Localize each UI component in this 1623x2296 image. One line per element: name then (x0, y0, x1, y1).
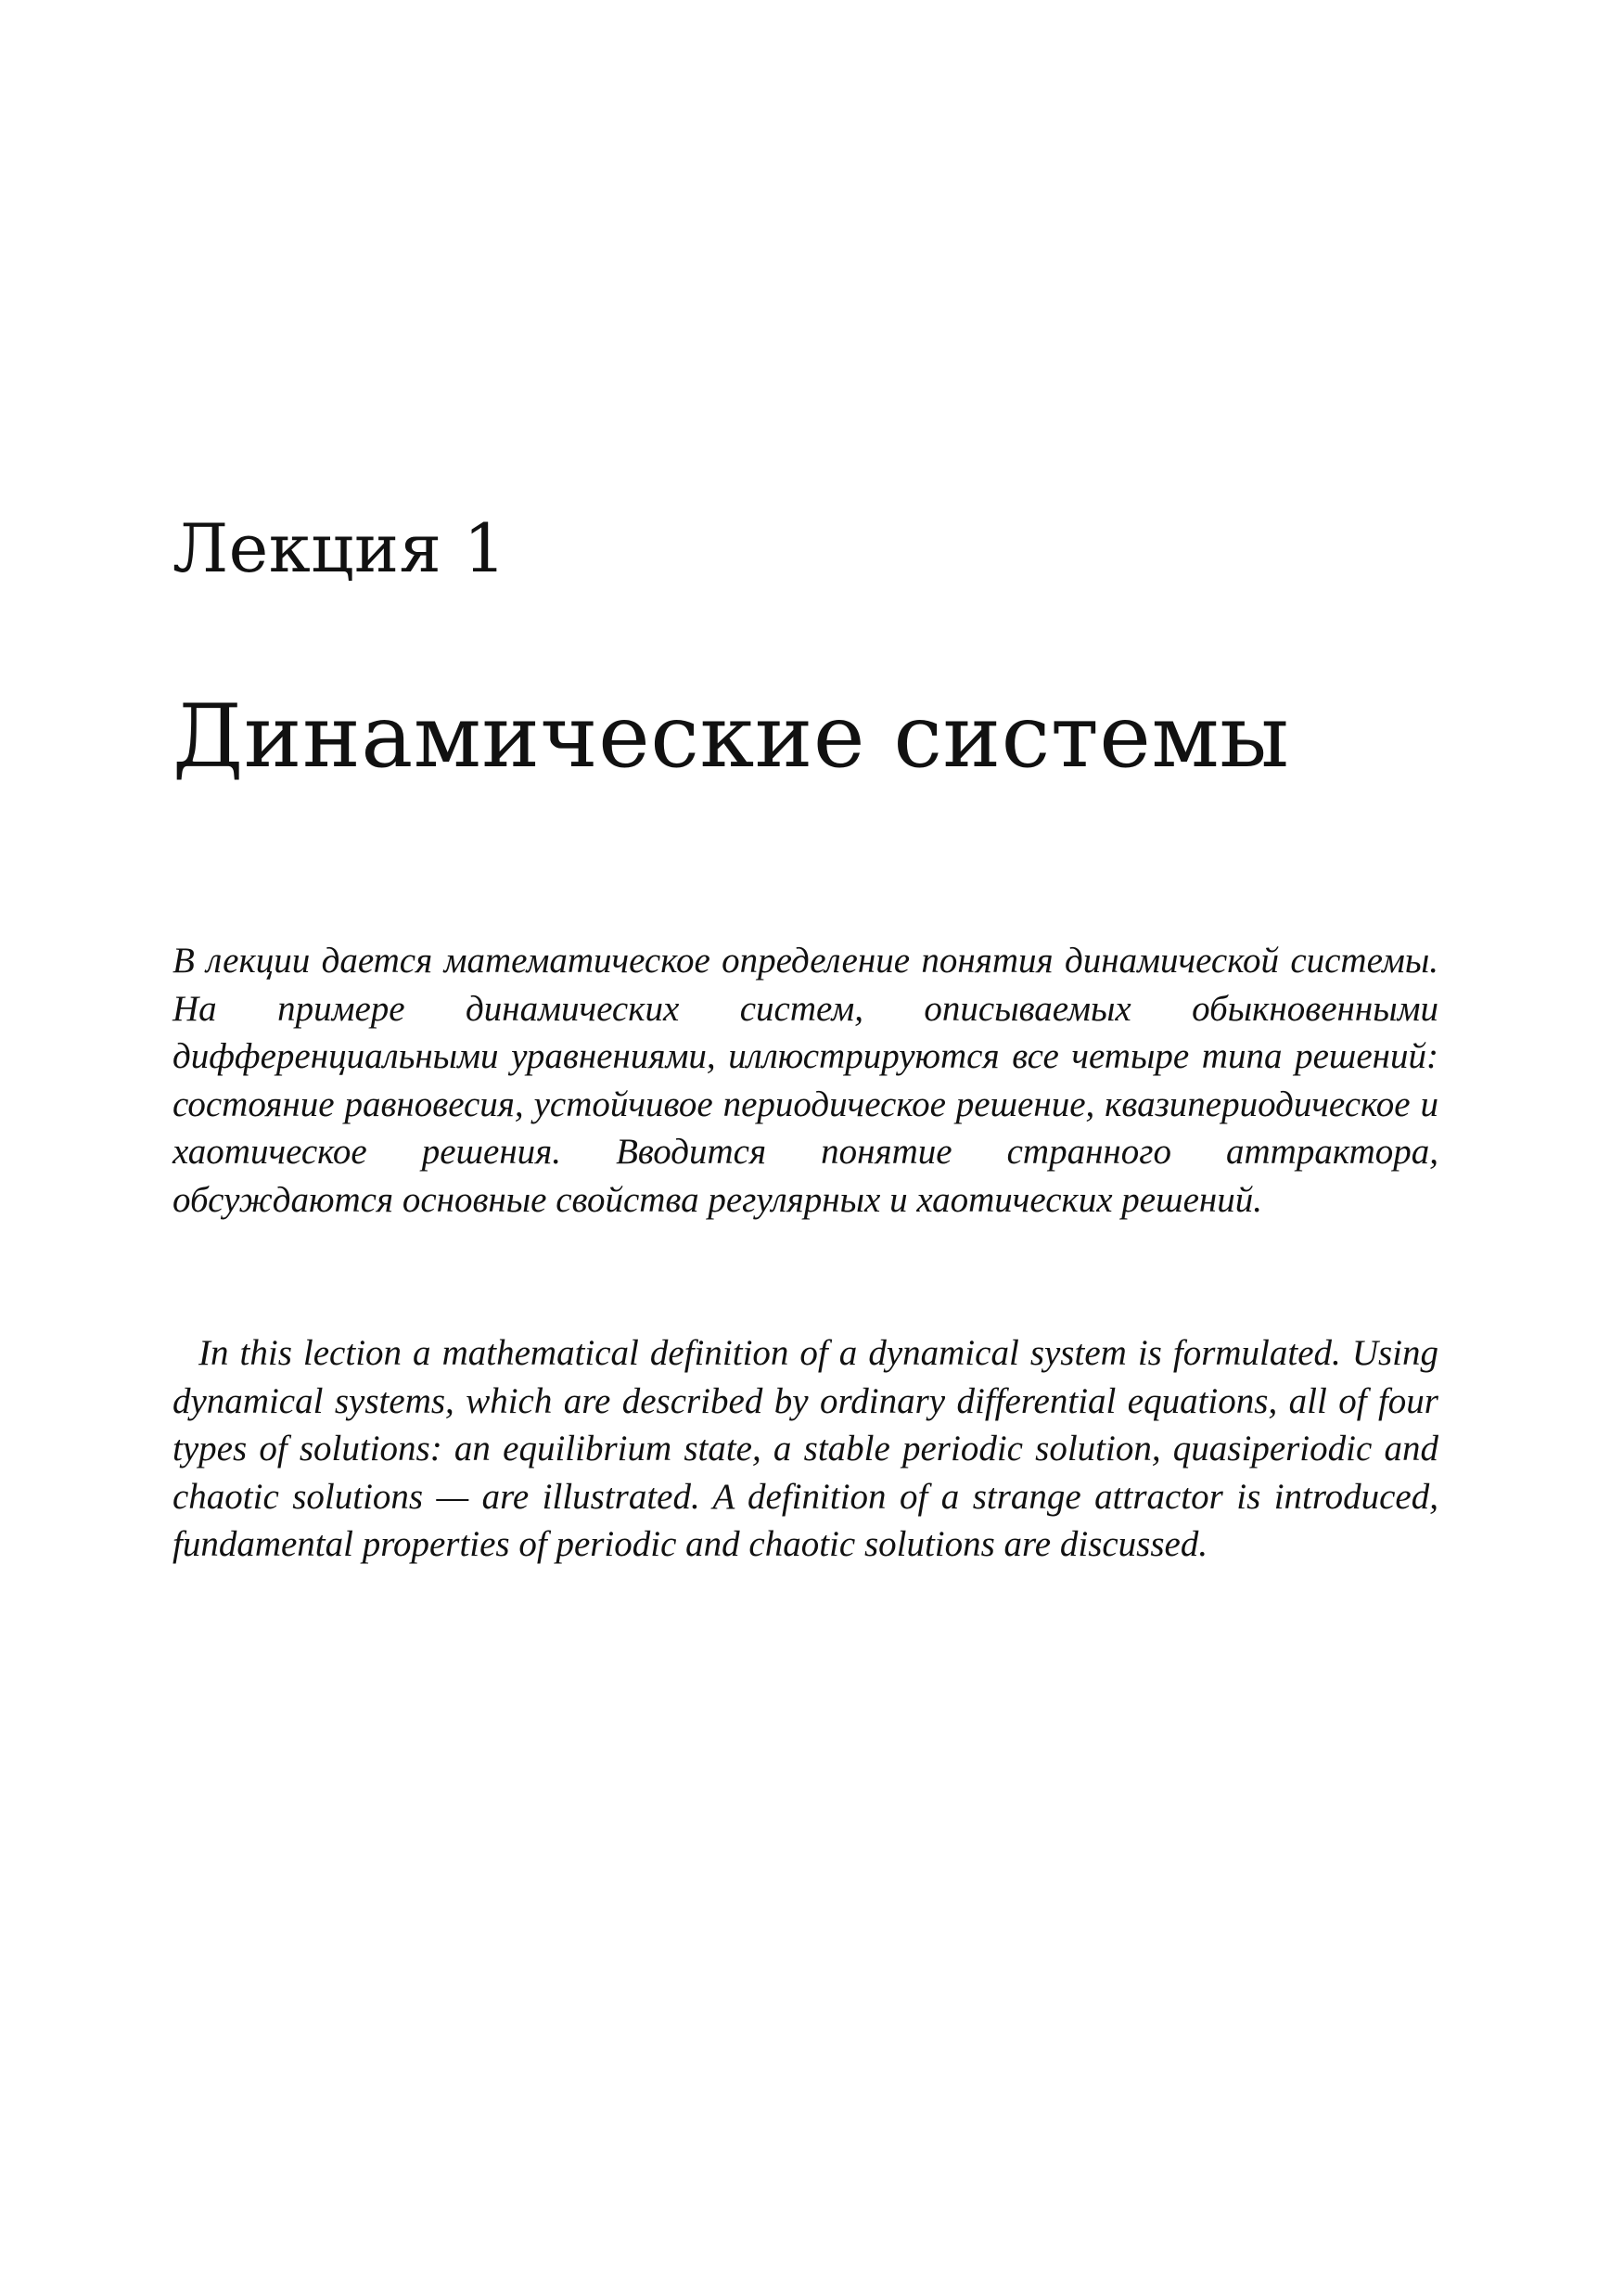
abstract-russian: В лекции дается математическое определение понятия динамической системы. На примере динамических систем, описываемых обыкновенными дифференциальными уравнениями, иллюстрируются все четыре типа решений: состояние равновесия, устойчивое периодическое решение, квазипериодическое и хаотическое решения. Вводится понятие странного аттрактора, обсуждаются основные свойства регулярных и хаотических решений. (173, 941, 1438, 1220)
abstract-english: In this lection a mathematical definition of a dynamical system is formulated. Using dynamical systems, which are described by ordinary differential equations, all of four types of solutions: an equilibrium state, a stable periodic solution, quasiperiodic and chaotic solutions — are illustrated. A definition of a strange attractor is introduced, fundamental properties of periodic and chaotic solutions are discussed. (173, 1333, 1438, 1564)
chapter-title: Динамические системы (173, 686, 1290, 788)
chapter-label: Лекция 1 (173, 509, 507, 587)
